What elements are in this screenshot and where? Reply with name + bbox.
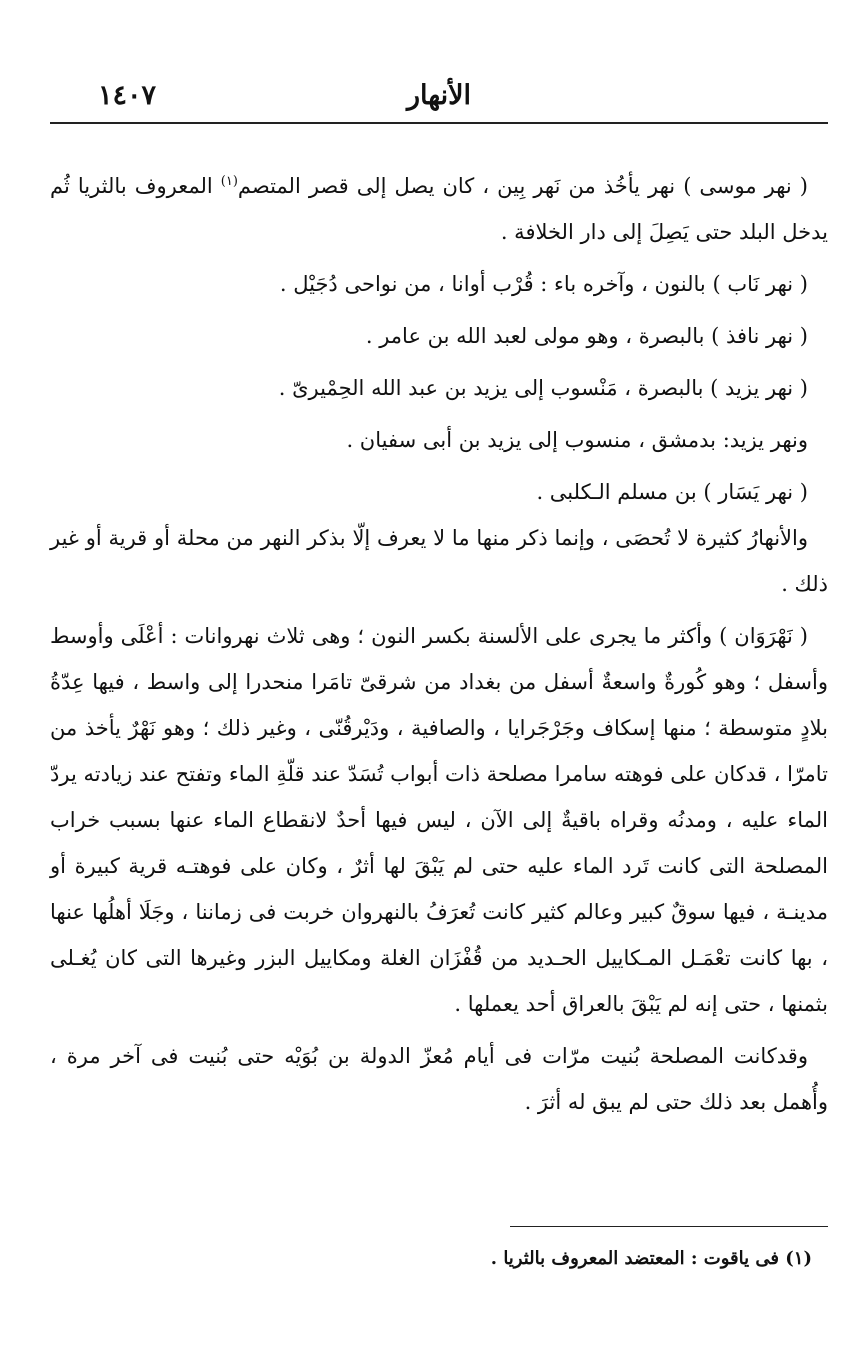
paragraph-maslaha: وقدكانت المصلحة بُنيت مرّات فى أيام مُعزّ الدولة بن بُوَيْه حتى بُنيت فى آخر مرة ، وأُهمل بعد ذلك حتى لم يبق له أثرَ . xyxy=(50,1044,828,1114)
footnote-marker: (١) xyxy=(220,174,238,189)
entry-nahr-nab: ( نهر نَاب ) بالنون ، وآخره باء : قُرْب أوانا ، من نواحى دُجَيْل . xyxy=(279,272,808,296)
header-divider xyxy=(50,122,828,124)
entry-nahr-musa xyxy=(50,163,828,255)
main-text xyxy=(50,163,828,1125)
running-header-title: الأنهار xyxy=(406,80,472,111)
entry-nahr-yazid-basra: ( نهر يزيد ) بالبصرة ، مَنْسوب إلى يزيد بن عبد الله الحِمْيرىّ . xyxy=(278,376,808,400)
entry-nahr-yazid-dimashq: ونهر يزيد: بدمشق ، منسوب إلى يزيد بن أبى سفيان . xyxy=(346,428,808,452)
book-page xyxy=(50,0,828,1347)
footnote: (١) فى ياقوت : المعتضد المعروف بالثريا . xyxy=(490,1248,812,1269)
entry-nahr-musa-text: ( نهر موسى ) نهر يأخُذ من نَهر بِين ، كان يصل إلى قصر المتصم xyxy=(237,174,808,198)
footnote-divider xyxy=(510,1226,828,1227)
entry-nahrawan: ( نَهْرَوَان ) وأكثر ما يجرى على الألسنة بكسر النون ؛ وهى ثلاث نهروانات : أعْلَى وأوسط وأسفل ؛ وهو كُورةٌ واسعةٌ أسفل من بغداد من شرقىّ تامَرا منحدرا إلى واسط ، فيها عِدّةُ بلادٍ متوسطة ؛ منها إسكاف وجَرْجَرايا ، والصافية ، ودَيْرقُنّى ، وغير ذلك ؛ وهو نَهْرٌ يأخذ من تامرّا ، قدكان على فوهته سامرا مصلحة ذات أبواب تُسَدّ عند قلّةِ الماء وتفتح عند زيادته يردّ الماء عليه ، ومدنُه وقراه باقيةٌ إلى الآن ، ليس فيها أحدٌ لانقطاع الماء عنها بسبب خراب المصلحة التى كانت تَرد الماء عليه حتى لم يَبْقَ لها أثرٌ ، وكان على فوهتـه قرية كبيرة أو مدينـة ، فيها سوقٌ كبير وعالم كثير كانت تُعرَفُ بالنهروان خربت فى زماننا ، وجَلَا أهلُها عنها ، بها كانت تعْمَـل المـكاييل الحـديد من قُفْزَان الغلة ومكاييل البزر وغيرها التى كان يُغـلى بثمنها ، حتى إنه لم يَبْقَ بالعراق أحد يعملها . xyxy=(50,624,828,1016)
page-number: ١٤٠٧ xyxy=(98,80,157,111)
running-header xyxy=(50,78,828,118)
entry-nahr-yasar: ( نهر يَسَار ) بن مسلم الـكلبى . xyxy=(536,480,808,504)
entry-nahr-nafidh: ( نهر نافذ ) بالبصرة ، وهو مولى لعبد الله بن عامر . xyxy=(365,324,808,348)
entry-nahr-musa-continued: المعروف بالثريا ثُم يدخل البلد حتى يَصِلَ إلى دار الخلافة . xyxy=(50,174,828,244)
paragraph-anhar-note: والأنهارُ كثيرة لا تُحصَى ، وإنما ذكر منها ما لا يعرف إلّا بذكر النهر من محلة أو قرية أو غير ذلك . xyxy=(50,526,828,596)
